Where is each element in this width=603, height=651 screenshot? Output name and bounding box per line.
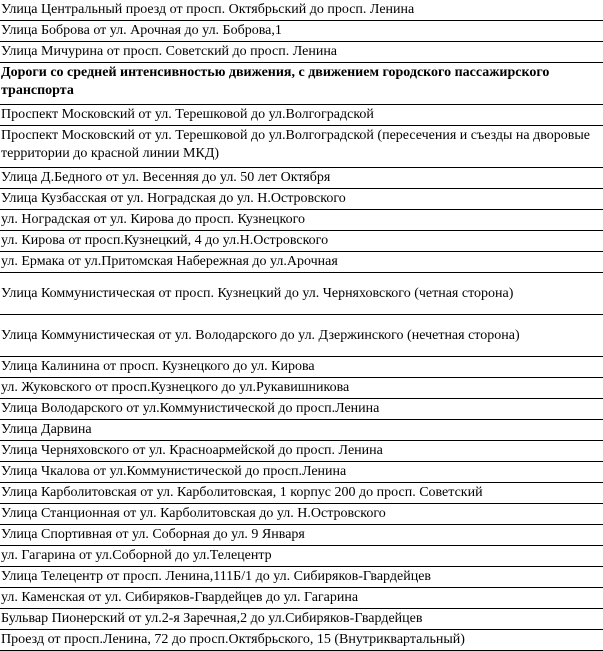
row-text: Бульвар Пионерский от ул.2-я Заречная,2 до ул.Сибиряков-Гвардейцев — [1, 611, 423, 626]
row-text: Улица Д.Бедного от ул. Весенняя до ул. 50 лет Октября — [1, 170, 331, 185]
table-row — [0, 357, 603, 378]
row-text: ул. Ноградская от ул. Кирова до просп. Кузнецкого — [1, 212, 305, 227]
row-text: Улица Кузбасская от ул. Ноградская до ул. Н.Островского — [1, 191, 346, 206]
row-text: ул. Жуковского от просп.Кузнецкого до ул.Рукавишникова — [1, 380, 350, 395]
table-row — [0, 273, 603, 315]
table-row — [0, 420, 603, 441]
table-row — [0, 630, 603, 651]
row-text: Проспект Московский от ул. Терешковой до ул.Волгоградской (пересечения и съезды на дворовые территории до красной линии МКД) — [1, 128, 590, 161]
table-row — [0, 588, 603, 609]
row-text: ул. Кирова от просп.Кузнецкий, 4 до ул.Н.Островского — [1, 233, 329, 248]
table-row — [0, 567, 603, 588]
table-row — [0, 399, 603, 420]
row-text: Улица Телецентр от просп. Ленина,111Б/1 до ул. Сибиряков-Гвардейцев — [1, 569, 432, 584]
table-row — [0, 0, 603, 21]
row-text: Улица Дарвина — [1, 422, 92, 437]
row-text: Проезд от просп.Ленина, 72 до просп.Октябрьского, 15 (Внутриквартальный) — [1, 632, 465, 647]
table-row — [0, 525, 603, 546]
table-row — [0, 105, 603, 126]
row-text: Улица Калинина от просп. Кузнецкого до ул. Кирова — [1, 359, 315, 374]
table-row — [0, 441, 603, 462]
table-row — [0, 462, 603, 483]
row-text: Улица Володарского от ул.Коммунистической до просп.Ленина — [1, 401, 380, 416]
table-row — [0, 546, 603, 567]
table-row — [0, 210, 603, 231]
row-text: Улица Мичурина от просп. Советский до просп. Ленина — [1, 44, 338, 59]
row-text: Улица Станционная от ул. Карболитовская до ул. Н.Островского — [1, 506, 386, 521]
row-text: Улица Черняховского от ул. Красноармейской до просп. Ленина — [1, 443, 383, 458]
row-text: Улица Коммунистическая от просп. Кузнецкий до ул. Черняховского (четная сторона) — [1, 285, 514, 301]
table-row — [0, 126, 603, 168]
row-text: Улица Коммунистическая от ул. Володарского до ул. Дзержинского (нечетная сторона) — [1, 327, 520, 343]
table-row — [0, 609, 603, 630]
section-header-row — [0, 63, 603, 105]
section-header-text: Дороги со средней интенсивностью движения, с движением городского пассажирского транспорта — [1, 65, 550, 98]
row-text: Улица Карболитовская от ул. Карболитовская, 1 корпус 200 до просп. Советский — [1, 485, 483, 500]
row-text: Улица Спортивная от ул. Соборная до ул. 9 Января — [1, 527, 305, 542]
table-row — [0, 252, 603, 273]
table-row — [0, 42, 603, 63]
row-text: Проспект Московский от ул. Терешковой до ул.Волгоградской — [1, 107, 374, 122]
table-row — [0, 315, 603, 357]
row-text: ул. Ермака от ул.Притомская Набережная до ул.Арочная — [1, 254, 338, 269]
row-text: ул. Каменская от ул. Сибиряков-Гвардейцев до ул. Гагарина — [1, 590, 359, 605]
table-row — [0, 378, 603, 399]
table-row — [0, 168, 603, 189]
table-row — [0, 21, 603, 42]
table-row — [0, 504, 603, 525]
row-text: Улица Центральный проезд от просп. Октябрьский до просп. Ленина — [1, 2, 415, 17]
row-text: ул. Гагарина от ул.Соборной до ул.Телецентр — [1, 548, 272, 563]
table-row — [0, 483, 603, 504]
row-text: Улица Чкалова от ул.Коммунистической до просп.Ленина — [1, 464, 347, 479]
table-row — [0, 189, 603, 210]
table-row — [0, 231, 603, 252]
row-text: Улица Боброва от ул. Арочная до ул. Боброва,1 — [1, 23, 282, 38]
